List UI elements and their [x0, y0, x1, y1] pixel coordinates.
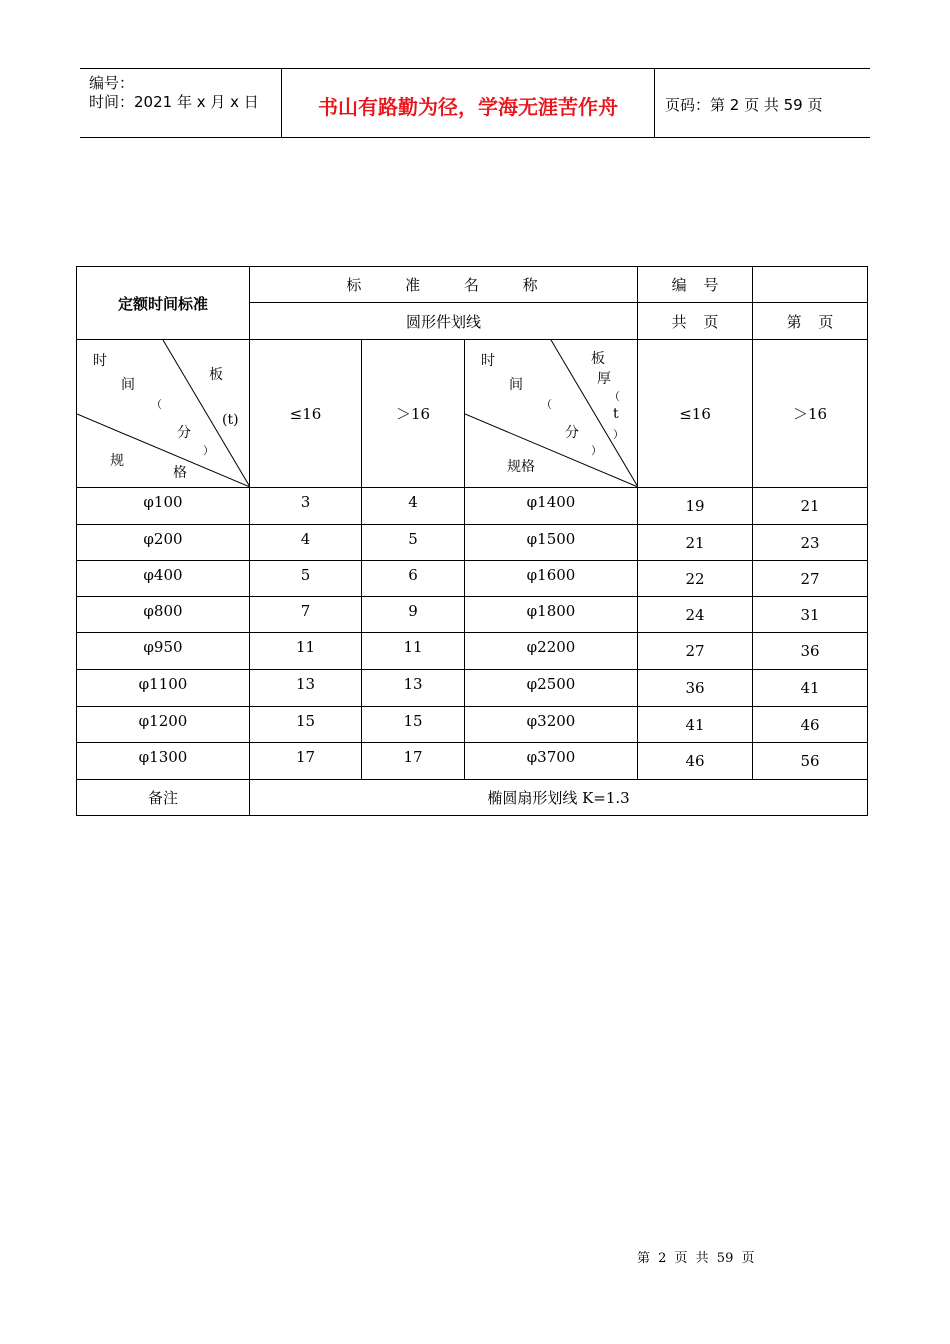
cell-spec: φ1600: [465, 561, 638, 597]
diag-text: t: [613, 406, 619, 422]
doc-number-label: 编号：: [89, 74, 135, 92]
cell-value: 11: [362, 633, 465, 670]
cell-value: 17: [362, 743, 465, 780]
cell-value: 9: [362, 597, 465, 633]
table-row: [77, 488, 868, 525]
cell-value: 5: [250, 561, 362, 597]
cell-value: 15: [362, 707, 465, 743]
cell-value: 24: [638, 597, 753, 633]
cell-value: 7: [250, 597, 362, 633]
remark-text: 椭圆扇形划线 K=1.3: [250, 780, 868, 816]
cell-spec: φ3200: [465, 707, 638, 743]
cell-value: 36: [753, 633, 868, 670]
cell-spec: φ1300: [77, 743, 250, 780]
table-row: [77, 743, 868, 780]
cell-value: 4: [250, 525, 362, 561]
standard-name-label: 标 准 名 称: [250, 267, 638, 303]
diag-text: 时: [93, 353, 107, 369]
cell-value: 31: [753, 597, 868, 633]
cell-value: 5: [362, 525, 465, 561]
diagonal-header-right: [465, 340, 638, 488]
cell-value: 6: [362, 561, 465, 597]
diag-text: ）: [591, 444, 602, 457]
diagonal-header-left: [77, 340, 250, 488]
diag-text: 分: [177, 425, 191, 441]
diag-text: ）: [203, 444, 214, 457]
col-header-gt16: ＞16: [753, 340, 868, 488]
cell-spec: φ200: [77, 525, 250, 561]
motto: 书山有路勤为径，学海无涯苦作舟: [318, 95, 618, 119]
cell-value: 27: [638, 633, 753, 670]
cell-value: 46: [753, 707, 868, 743]
cell-value: 27: [753, 561, 868, 597]
cell-value: 36: [638, 670, 753, 707]
cell-value: 19: [638, 488, 753, 525]
page-label: 第 页: [753, 303, 868, 340]
cell-value: 13: [362, 670, 465, 707]
cell-value: 4: [362, 488, 465, 525]
cell-value: 17: [250, 743, 362, 780]
table-row: [77, 561, 868, 597]
number-label: 编 号: [638, 267, 753, 303]
table-row: [77, 670, 868, 707]
remark-label: 备注: [77, 780, 250, 816]
diag-text: 间: [509, 377, 523, 393]
cell-value: 56: [753, 743, 868, 780]
diag-text: ）: [613, 428, 624, 441]
diag-text: 板: [591, 351, 605, 367]
cell-spec: φ950: [77, 633, 250, 670]
cell-spec: φ1400: [465, 488, 638, 525]
col-header-le16: ≤16: [250, 340, 362, 488]
diag-text: 规: [110, 453, 124, 469]
diag-text: 分: [565, 425, 579, 441]
header-page-cell: [655, 69, 870, 137]
header-meta: [80, 69, 282, 137]
cell-spec: φ3700: [465, 743, 638, 780]
cell-spec: φ400: [77, 561, 250, 597]
header-motto-cell: [282, 69, 655, 137]
cell-spec: φ1100: [77, 670, 250, 707]
cell-value: 11: [250, 633, 362, 670]
header-page-info: 页码：第 2 页 共 59 页: [665, 96, 823, 114]
cell-spec: φ1500: [465, 525, 638, 561]
table-row: [77, 707, 868, 743]
diag-text: 板: [209, 367, 223, 383]
cell-value: 21: [753, 488, 868, 525]
page-header: [80, 68, 870, 138]
standard-name: 圆形件划线: [250, 303, 638, 340]
cell-value: 23: [753, 525, 868, 561]
col-header-gt16: ＞16: [362, 340, 465, 488]
cell-value: 41: [753, 670, 868, 707]
table-row: [77, 597, 868, 633]
cell-value: 13: [250, 670, 362, 707]
cell-spec: φ1200: [77, 707, 250, 743]
cell-value: 15: [250, 707, 362, 743]
diag-text: 格: [173, 465, 187, 481]
cell-spec: φ1800: [465, 597, 638, 633]
cell-value: 22: [638, 561, 753, 597]
total-pages-label: 共 页: [638, 303, 753, 340]
cell-spec: φ2200: [465, 633, 638, 670]
remark-row: [77, 780, 868, 816]
table-body: [77, 488, 868, 780]
table-row: [77, 633, 868, 670]
diag-text: （: [609, 390, 620, 403]
date-label: 时间：2021 年 x 月 x 日: [89, 93, 259, 111]
diag-text: 厚: [597, 371, 611, 387]
table-title: 定额时间标准: [77, 267, 250, 340]
number-value: [753, 267, 868, 303]
cell-value: 21: [638, 525, 753, 561]
cell-value: 41: [638, 707, 753, 743]
diag-text: 规格: [507, 459, 535, 475]
cell-spec: φ2500: [465, 670, 638, 707]
cell-spec: φ100: [77, 488, 250, 525]
cell-value: 3: [250, 488, 362, 525]
diag-text: （: [151, 398, 162, 411]
diag-text: 间: [121, 377, 135, 393]
diag-text: (t): [222, 412, 239, 428]
cell-value: 46: [638, 743, 753, 780]
quota-time-table: [76, 266, 868, 816]
diag-text: 时: [481, 353, 495, 369]
table-row: [77, 525, 868, 561]
diag-text: （: [541, 398, 552, 411]
cell-spec: φ800: [77, 597, 250, 633]
col-header-le16: ≤16: [638, 340, 753, 488]
footer-page-info: 第 2 页 共 59 页: [637, 1251, 755, 1266]
